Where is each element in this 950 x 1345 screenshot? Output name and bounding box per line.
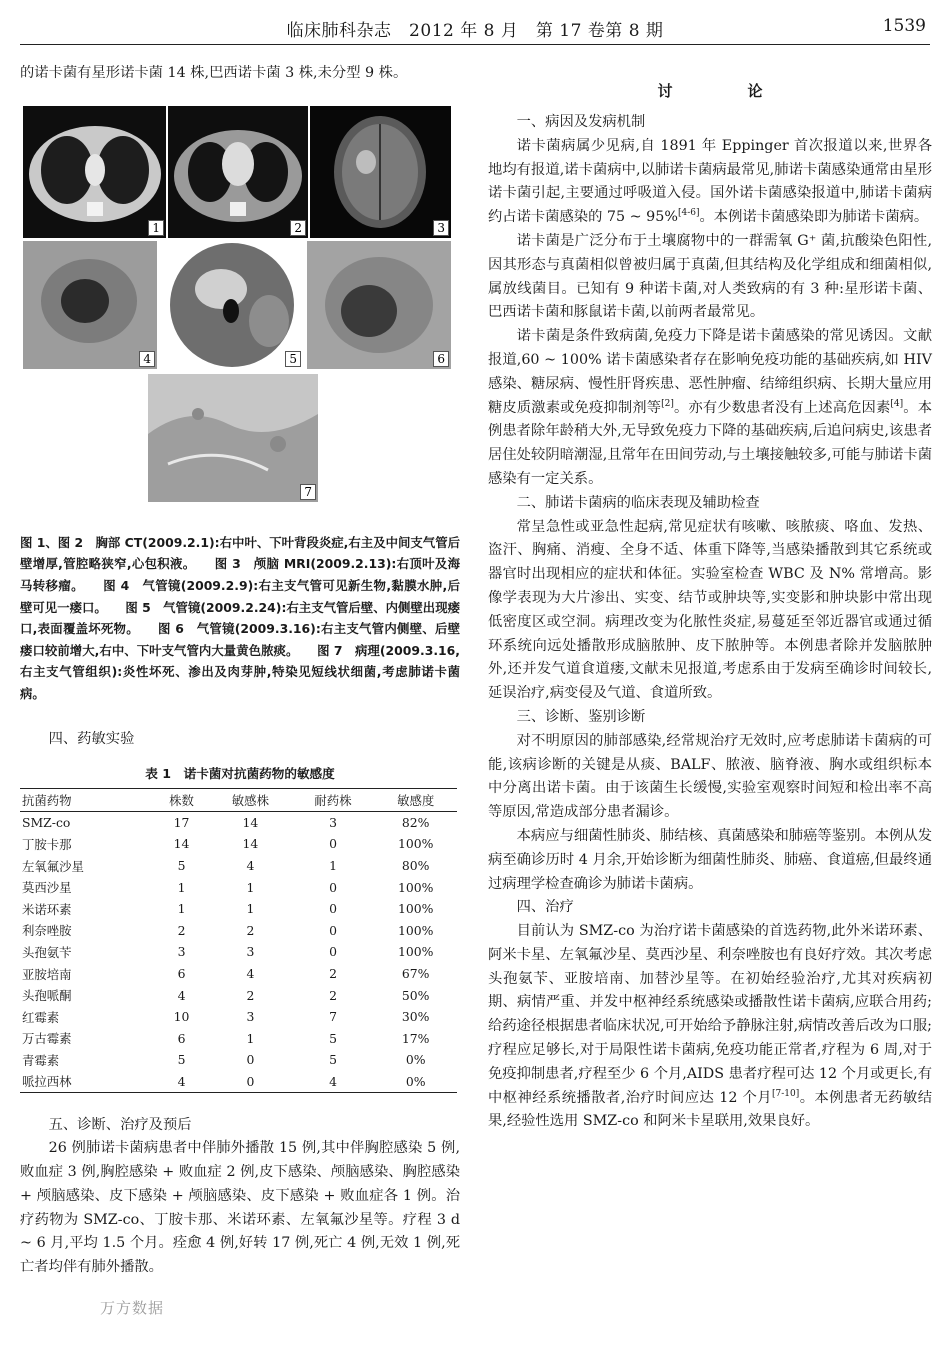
- table-cell: 头孢哌酮: [22, 988, 72, 1004]
- body-paragraph: 本病应与细菌性肺炎、肺结核、真菌感染和肺癌等鉴别。本例从发病至确诊历时 4 月余,开始诊断为细菌性肺炎、肺癌、食道癌,但最终通过病理学检查确诊为肺诺卡菌病。: [488, 827, 932, 892]
- table-row: [20, 984, 457, 1006]
- figure-label: 7: [300, 484, 316, 500]
- body-paragraph: 常呈急性或亚急性起病,常见症状有咳嗽、咳脓痰、咯血、发热、盗汗、胸痛、消瘦、全身不适、体重下降等,当感染播散到其它系统或器官时出现相应的症状和体征。实验室检查 WBC 及 N% 常增高。影像学表现为大片渗出、实变、结节或肿块等,实变影和肿块影中常出现低密度区或空洞。病理改变为化脓性炎症,易蔓延至邻近器官或通过循环系统向远处播散形成脑脓肿、皮下脓肿等。本例患者除并发脑脓肿外,还并发气道食道瘘,文献未见报道,考虑系由于发病至确诊时间较长,延误治疗,病变侵及气道、食道所致。: [488, 518, 932, 702]
- table-row: [20, 1006, 457, 1028]
- table-cell: 0%: [405, 1052, 426, 1068]
- table-cell: 6: [177, 966, 186, 981]
- section-heading: 五、诊断、治疗及预后: [48, 1117, 192, 1134]
- journal-issue: 临床肺科杂志 2012 年 8 月 第 17 卷第 8 期: [286, 21, 664, 41]
- table-row: [20, 876, 457, 898]
- table-cell: 0: [246, 1073, 255, 1089]
- figure-label: 4: [139, 351, 155, 367]
- table-cell: 0: [246, 1052, 255, 1068]
- text-span: 目前认为 SMZ-co 为治疗诺卡菌感染的首选药物,此外米诺环素、阿米卡星、左氧氟沙星、莫西沙星、利奈唑胺也有良好疗效。其次考虑头孢氨苄、亚胺培南、加替沙星等。在初始经验治疗,尤其对疾病初期、病情严重、并发中枢神经系统感染或播散性诺卡菌病,应联合用药;给药途径根据患者临床状况,可开始给予静脉注射,病情改善后改为口服;疗程应足够长,对于局限性诺卡菌病,免疫功能正常者,疗程为 6 周,对于免疫抑制患者,疗程至少 6 个月,AIDS 患者疗程可达 12 个月或更长,有中枢神经系统播散者,治疗时间应达 12 个月: [488, 923, 932, 1106]
- figure-label: 2: [290, 220, 306, 236]
- table-cell: 2: [329, 966, 337, 981]
- table-body: [20, 811, 457, 1093]
- body-paragraph: [488, 325, 932, 492]
- text-span: 诺卡菌是条件致病菌,免疫力下降是诺卡菌感染的常见诱因。文献报道,60 ~ 100% 诺卡菌感染者存在影响免疫功能的基础疾病,如 HIV 感染、糖尿病、慢性肝肾疾患、恶性肿瘤、结缔组织病、长期大量应用糖皮质激素或免疫抑制剂等: [488, 328, 932, 416]
- running-header: [20, 14, 930, 45]
- table-row: [20, 1049, 457, 1071]
- figure-label: 1: [148, 220, 164, 236]
- figure-caption: 图 1、图 2 胸部 CT(2009.2.1):右中叶、下叶背段炎症,右主及中间支气管后壁增厚,管腔略狭窄,心包积液。 图 3 颅脑 MRI(2009.2.13):右顶叶及海马转移瘤。 图 4 气管镜(2009.2.9):右主支气管可见新生物,黏膜水肿,后壁可见一瘘口。 图 5 气管镜(2009.2.24):右主支气管后壁、内侧壁出现瘘口,表面覆盖坏死物。 图 6 气管镜(2009.3.16):右主支气管内侧壁、后壁瘘口较前增大,右中、下叶支气管内大量黄色脓痰。 图 7 病理(2009.3.16,右主支气管组织):炎性坏死、渗出及肉芽肿,特染见短线状细菌,考虑肺诺卡菌病。: [20, 534, 460, 701]
- table-cell: 50%: [401, 987, 430, 1003]
- reference-mark: [7-10]: [771, 1088, 800, 1099]
- table-header: 敏感度: [397, 792, 435, 808]
- body-paragraph: 对不明原因的肺部感染,经常规治疗无效时,应考虑肺诺卡菌病的可能,该病诊断的关键是从痰、BALF、脓液、脑脊液、胸水或组织标本中分离出诺卡菌。由于该菌生长缓慢,实验室观察时间短和检出率不高等原因,常造成部分患者漏诊。: [488, 732, 932, 821]
- table-cell: 67%: [401, 966, 430, 981]
- table-cell: 0%: [405, 1073, 426, 1089]
- table-cell: 3: [177, 944, 186, 960]
- table-cell: 0: [329, 922, 337, 938]
- text-span: 。亦有少数患者没有上述高危因素: [673, 399, 891, 416]
- table-cell: 0: [329, 879, 337, 895]
- table-cell: 3: [246, 1009, 255, 1025]
- table-row: [20, 811, 457, 833]
- figure-label: 3: [433, 220, 449, 236]
- table-cell: 5: [177, 858, 186, 874]
- section-heading: 四、药敏实验: [48, 730, 135, 747]
- table-cell: 82%: [401, 814, 430, 830]
- figure-label: 5: [285, 351, 301, 367]
- table-cell: 5: [329, 1030, 337, 1046]
- table-cell: 头孢氨苄: [22, 944, 72, 960]
- table-cell: 30%: [401, 1009, 430, 1025]
- table-cell: 1: [177, 901, 186, 917]
- table-cell: 4: [246, 858, 255, 874]
- table-row: [20, 941, 457, 963]
- table-cell: 4: [329, 1073, 337, 1089]
- table-row: [20, 898, 457, 920]
- table-cell: 青霉素: [22, 1052, 60, 1068]
- table-cell: 1: [246, 901, 255, 917]
- table-cell: 1: [329, 858, 337, 874]
- table-cell: 莫西沙星: [22, 880, 72, 896]
- figure-2-ct: [168, 106, 308, 238]
- table-cell: 1: [177, 879, 186, 895]
- table-cell: 17: [173, 814, 190, 830]
- table-cell: 2: [246, 922, 255, 938]
- table-header: 耐药株: [314, 792, 352, 808]
- table-cell: 哌拉西林: [22, 1074, 72, 1090]
- body-paragraph: [488, 920, 932, 1134]
- table-row: [20, 963, 457, 985]
- table-cell: 4: [246, 966, 255, 981]
- table-row: [20, 855, 457, 877]
- figure-4-bronchoscopy: [23, 241, 157, 369]
- table-cell: 3: [246, 944, 255, 960]
- figure-panel: [20, 106, 460, 514]
- watermark: 万方数据: [100, 1299, 165, 1317]
- intro-paragraph: 的诺卡菌有星形诺卡菌 14 株,巴西诺卡菌 3 株,未分型 9 株。: [20, 65, 408, 81]
- table-cell: 利奈唑胺: [22, 923, 72, 939]
- table-cell: 5: [329, 1052, 337, 1068]
- table-cell: 0: [329, 944, 337, 960]
- text-span: 诺卡菌病属少见病,自 1891 年 Eppinger 首次报道以来,世界各地均有报道,诺卡菌病中,以肺诺卡菌病最常见,肺诺卡菌感染通常由星形诺卡菌引起,主要通过呼吸道入侵。国外诺卡菌感染报道中,肺诺卡菌病约占诺卡菌感染的 75 ~ 95%: [488, 137, 932, 226]
- table-cell: 3: [329, 814, 337, 830]
- table-cell: 0: [329, 901, 337, 917]
- table-cell: 7: [329, 1009, 337, 1025]
- table-cell: 6: [177, 1030, 186, 1046]
- table-cell: 100%: [397, 836, 434, 852]
- table-cell: 100%: [397, 922, 434, 938]
- text-span: 。本例患者除年龄稍大外,无导致免疫力下降的基础疾病,后追问病史,该患者居住处较阴暗潮湿,且常年在田间劳动,与土壤接触较多,可能与肺诺卡菌感染有一定关系。: [488, 399, 933, 487]
- table-cell: 0: [329, 836, 337, 852]
- table-cell: 14: [242, 814, 259, 830]
- table-cell: 80%: [401, 858, 430, 874]
- text-span: 。本例诺卡菌感染即为肺诺卡菌病。: [699, 209, 929, 226]
- table-cell: 左氧氟沙星: [22, 858, 84, 874]
- body-paragraph: 26 例肺诺卡菌病患者中伴肺外播散 15 例,其中伴胸腔感染 5 例,败血症 3 例,胸腔感染 + 败血症 2 例,皮下感染、颅脑感染、胸腔感染 + 颅脑感染、皮下感染 + 颅脑感染、皮下感染 + 败血症各 1 例。治疗药物为 SMZ-co、丁胺卡那、米诺环素、左氧氟沙星等。疗程 3 d ~ 6 月,平均 1.5 个月。痊愈 4 例,好转 17 例,死亡 4 例,无效 1 例,死亡者均伴有肺外播散。: [20, 1140, 460, 1276]
- table-title: 表 1 诺卡菌对抗菌药物的敏感度: [145, 765, 335, 781]
- section-heading: 一、病因及发病机制: [516, 114, 646, 130]
- table-row: [20, 833, 457, 855]
- table-cell: 4: [177, 987, 186, 1003]
- reference-mark: [4]: [890, 398, 904, 409]
- table-cell: 5: [177, 1052, 186, 1068]
- table-cell: 红霉素: [22, 1009, 60, 1025]
- table-cell: 米诺环素: [22, 901, 72, 917]
- discussion-title: 讨 论: [657, 82, 793, 100]
- table-cell: 10: [173, 1009, 190, 1025]
- figure-5-bronchoscopy: [161, 241, 303, 369]
- figure-1-ct: [23, 106, 166, 238]
- table-header: 株数: [169, 792, 194, 808]
- table-cell: 4: [177, 1073, 186, 1089]
- table-cell: SMZ-co: [22, 814, 71, 830]
- table-cell: 丁胺卡那: [22, 836, 72, 852]
- right-column: [488, 62, 932, 1134]
- table-header-row: [20, 788, 457, 811]
- section-heading: 四、治疗: [516, 899, 574, 916]
- table-cell: 2: [177, 922, 186, 938]
- section-heading: 三、诊断、鉴别诊断: [516, 708, 646, 725]
- section-heading: 二、肺诺卡菌病的临床表现及辅助检查: [516, 494, 760, 511]
- figure-3-mri: [310, 106, 451, 238]
- table-cell: 100%: [397, 879, 434, 895]
- figure-6-bronchoscopy: [307, 241, 451, 369]
- table-cell: 2: [329, 987, 337, 1003]
- text-span: 。本例患者无药敏结果,经验性选用 SMZ-co 和阿米卡星联用,效果良好。: [488, 1089, 933, 1130]
- figure-label: 6: [433, 351, 449, 367]
- table-cell: 100%: [397, 901, 434, 917]
- table-header: 敏感株: [231, 792, 269, 808]
- table-cell: 14: [242, 836, 259, 852]
- table-cell: 14: [173, 836, 190, 852]
- body-paragraph: 诺卡菌是广泛分布于土壤腐物中的一群需氧 G⁺ 菌,抗酸染色阳性,因其形态与真菌相似曾被归属于真菌,但其结构及化学组成和细菌相似,属放线菌目。已知有 9 种诺卡菌,对人类致病的有 3 种:星形诺卡菌、巴西诺卡菌和豚鼠诺卡菌,以前两者最常见。: [488, 232, 932, 321]
- table-cell: 亚胺培南: [22, 966, 72, 982]
- table-row: [20, 920, 457, 942]
- page-number: 1539: [882, 16, 926, 36]
- table-row: [20, 1027, 457, 1049]
- table-cell: 100%: [397, 944, 434, 960]
- table-cell: 17%: [401, 1030, 430, 1046]
- reference-mark: [4-6]: [677, 208, 700, 219]
- table-cell: 1: [246, 879, 255, 895]
- table-cell: 1: [246, 1030, 255, 1046]
- table-header: 抗菌药物: [22, 792, 72, 808]
- table-cell: 万古霉素: [22, 1031, 72, 1047]
- table-cell: 2: [246, 987, 255, 1003]
- susceptibility-table: [20, 788, 457, 1094]
- reference-mark: [2]: [661, 398, 674, 409]
- figure-7-pathology: [148, 374, 318, 502]
- left-column: [20, 62, 460, 1280]
- table-row: [20, 1071, 457, 1093]
- body-paragraph: [488, 135, 932, 230]
